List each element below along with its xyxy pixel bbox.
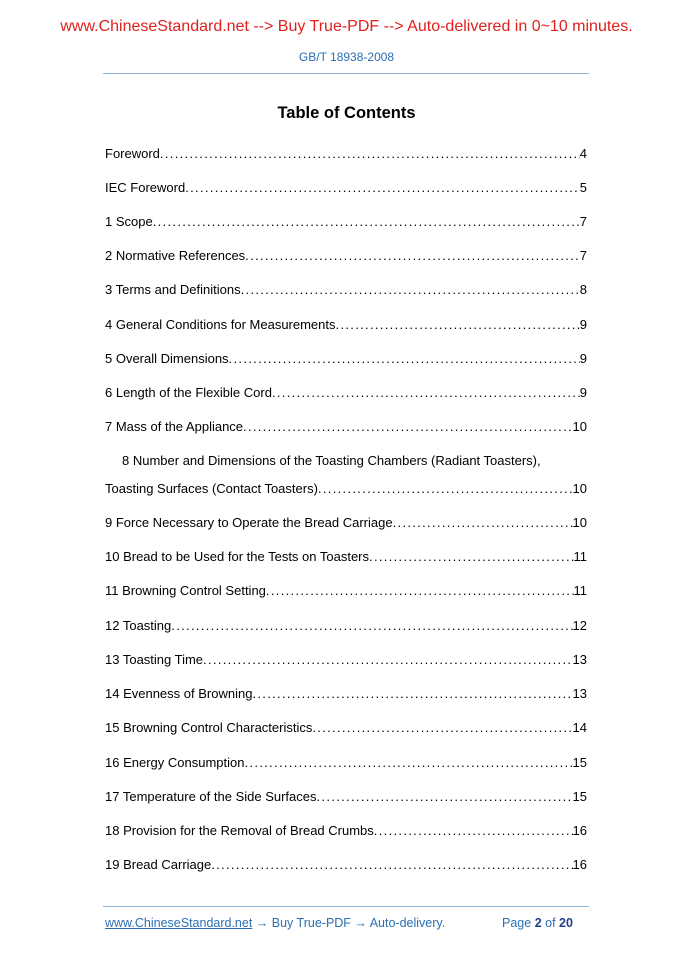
toc-entry-page: 7: [579, 214, 587, 229]
toc-entry-label: 1 Scope: [105, 214, 153, 229]
toc-entry-label: 12 Toasting: [105, 618, 172, 633]
toc-entry-label: 16 Energy Consumption: [105, 755, 245, 770]
toc-entry[interactable]: [105, 515, 587, 533]
page-prefix: Page: [502, 916, 532, 930]
toc-entry-page: 14: [572, 720, 587, 735]
toc-entry-label: 2 Normative References: [105, 248, 246, 263]
toc-entry-label: 6 Length of the Flexible Cord: [105, 385, 272, 400]
standard-code: GB/T 18938-2008: [298, 50, 395, 64]
toc-entry-page: 15: [572, 789, 587, 804]
toc-entry-first-line[interactable]: 8 Number and Dimensions of the Toasting Chambers (Radiant Toasters),: [122, 453, 541, 468]
footer-promo: [105, 916, 445, 930]
toc-entry-page: 9: [579, 317, 587, 332]
toc-entry-label: 18 Provision for the Removal of Bread Crumbs: [105, 823, 374, 838]
footer-tagline: → Buy True-PDF → Auto-delivery.: [252, 916, 446, 930]
toc-entry[interactable]: [105, 857, 587, 875]
toc-entry[interactable]: [105, 419, 587, 437]
toc-entry-label: IEC Foreword: [105, 180, 186, 195]
toc-entry-label: 3 Terms and Definitions: [105, 282, 241, 297]
toc-title: Table of Contents: [277, 104, 416, 122]
toc-entry-page: 11: [573, 549, 587, 564]
toc-entry[interactable]: [105, 789, 587, 807]
toc-entry-page: 16: [572, 857, 587, 872]
website-link[interactable]: www.ChineseStandard.net: [105, 916, 253, 930]
toc-entry-page: 5: [579, 180, 587, 195]
toc-entry-page: 10: [572, 515, 587, 530]
toc-entry[interactable]: [105, 618, 587, 636]
toc-entry-label: 7 Mass of the Appliance: [105, 419, 244, 434]
toc-entry-label: Foreword: [105, 146, 160, 161]
toc-entry-page: 4: [579, 146, 587, 161]
toc-entry-label: 11 Browning Control Setting: [105, 583, 266, 598]
toc-entry-label: 5 Overall Dimensions: [105, 351, 229, 366]
toc-entry-label: 13 Toasting Time: [105, 652, 204, 667]
toc-entry[interactable]: [105, 180, 587, 198]
toc-entry[interactable]: [105, 248, 587, 266]
toc-entry[interactable]: [105, 823, 587, 841]
toc-entry[interactable]: [105, 481, 587, 499]
toc-entry[interactable]: [105, 146, 587, 164]
page-total: 20: [559, 916, 573, 930]
toc-entry-label: 17 Temperature of the Side Surfaces: [105, 789, 317, 804]
toc-entry-page: 9: [579, 385, 587, 400]
header-divider: [103, 73, 589, 74]
page-of: of: [545, 916, 556, 930]
toc-entry-page: 7: [579, 248, 587, 263]
toc-entry-page: 15: [572, 755, 587, 770]
toc-entry[interactable]: [105, 755, 587, 773]
toc-entry[interactable]: [105, 282, 587, 300]
toc-entry[interactable]: [105, 317, 587, 335]
toc-entry-page: 8: [579, 282, 587, 297]
toc-entry-label: 15 Browning Control Characteristics: [105, 720, 313, 735]
toc-entry-page: 9: [579, 351, 587, 366]
toc-entry-label: 4 General Conditions for Measurements: [105, 317, 336, 332]
page-indicator: [502, 916, 573, 930]
toc-entry-page: 11: [573, 583, 587, 598]
toc-entry-page: 10: [572, 481, 587, 496]
toc-entry-page: 16: [572, 823, 587, 838]
top-banner: www.ChineseStandard.net --> Buy True-PDF --> Auto-delivered in 0~10 minutes.: [60, 18, 633, 35]
toc-entry[interactable]: [105, 385, 587, 403]
toc-entry-label: 10 Bread to be Used for the Tests on Toasters: [105, 549, 370, 564]
toc-entry-label: 19 Bread Carriage: [105, 857, 212, 872]
toc-entry[interactable]: [105, 214, 587, 232]
toc-entry[interactable]: [105, 720, 587, 738]
footer-divider: [103, 906, 589, 907]
toc-entry-page: 12: [572, 618, 587, 633]
toc-entry[interactable]: [105, 583, 587, 601]
toc-entry[interactable]: [105, 549, 587, 567]
toc-entry-page: 13: [572, 652, 587, 667]
toc-entry-label: Toasting Surfaces (Contact Toasters): [105, 481, 318, 496]
toc-entry[interactable]: [105, 652, 587, 670]
toc-entry[interactable]: [105, 351, 587, 369]
toc-entry-label: 14 Evenness of Browning: [105, 686, 253, 701]
toc-entry-page: 13: [572, 686, 587, 701]
toc-entry[interactable]: [105, 686, 587, 704]
toc-entry-page: 10: [572, 419, 587, 434]
toc-entry-label: 9 Force Necessary to Operate the Bread Carriage: [105, 515, 393, 530]
page-current: 2: [534, 916, 542, 930]
